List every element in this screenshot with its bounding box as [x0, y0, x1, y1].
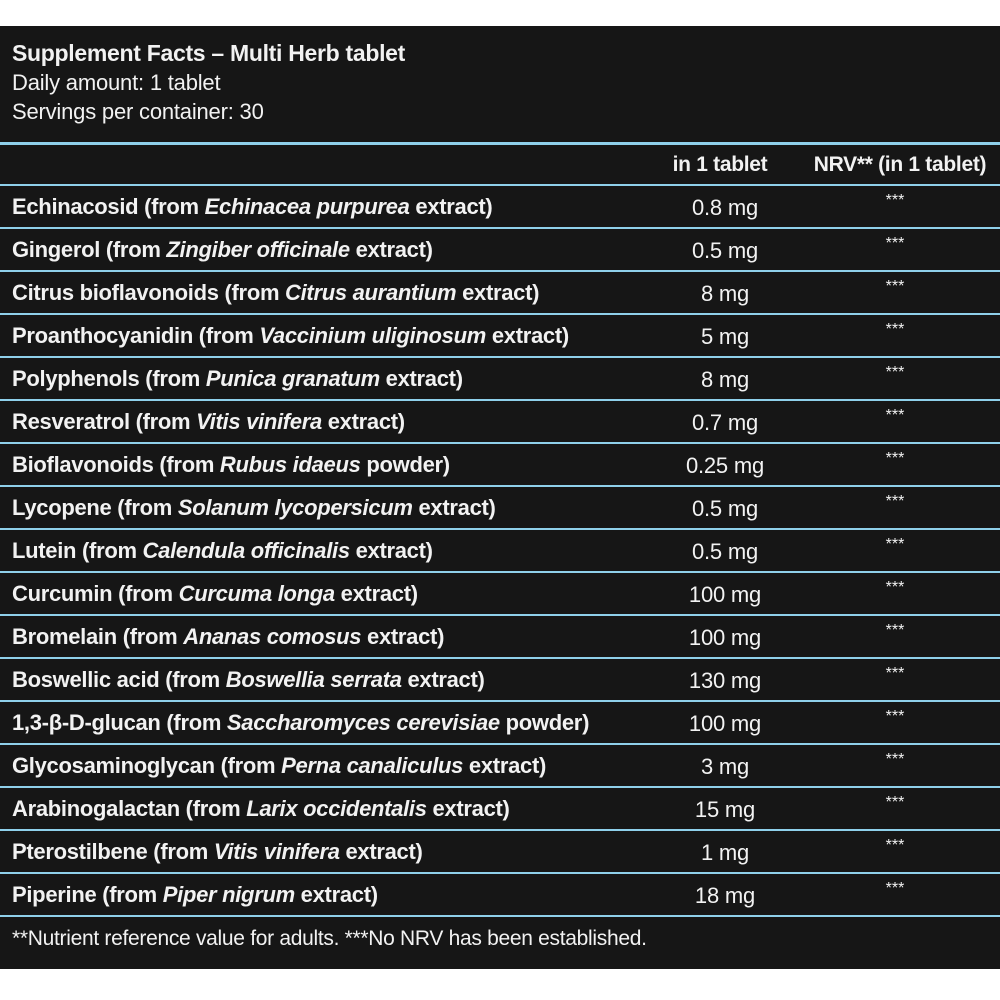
source-suffix: extract) [349, 237, 433, 262]
compound-name: Boswellic acid [12, 667, 160, 692]
source-suffix: powder) [360, 452, 450, 477]
table-row [0, 356, 1000, 399]
source-suffix: extract) [294, 882, 378, 907]
column-headers [0, 147, 1000, 183]
source-prefix: (from [96, 882, 163, 907]
source-prefix: (from [193, 323, 260, 348]
source-species: Larix occidentalis [246, 796, 427, 821]
source-suffix: extract) [339, 839, 423, 864]
source-suffix: extract) [486, 323, 569, 348]
footnote: **Nutrient reference value for adults. ***No NRV has been established. [12, 927, 647, 950]
ingredient-name [12, 366, 463, 392]
source-prefix: (from [179, 796, 247, 821]
source-species: Zingiber officinale [166, 237, 350, 262]
source-prefix: (from [159, 667, 226, 692]
nrv-cell: *** [885, 192, 905, 209]
compound-name: Curcumin [12, 581, 113, 606]
nrv-cell: *** [885, 751, 905, 768]
amount-cell: 1 mg [700, 840, 750, 865]
table-row [0, 399, 1000, 442]
source-species: Ananas comosus [183, 624, 362, 649]
servings-per-container: Servings per container: 30 [12, 99, 264, 124]
ingredient-name [12, 538, 433, 564]
nrv-cell: *** [885, 536, 905, 553]
compound-name: Piperine [12, 882, 97, 907]
source-species: Punica granatum [205, 366, 380, 391]
source-suffix: extract) [463, 753, 547, 778]
compound-name: Bioflavonoids [12, 452, 154, 477]
nrv-cell: *** [885, 278, 905, 295]
source-suffix: extract) [349, 538, 433, 563]
amount-cell: 15 mg [694, 797, 756, 822]
source-suffix: powder) [499, 710, 590, 735]
nrv-cell: *** [885, 837, 905, 854]
compound-name: Arabinogalactan [12, 796, 180, 821]
column-header-nrv: NRV** (in 1 tablet) [813, 153, 987, 176]
ingredient-name [12, 753, 546, 779]
compound-name: Glycosaminoglycan [12, 753, 215, 778]
source-suffix: extract) [361, 624, 445, 649]
source-prefix: (from [112, 581, 179, 606]
compound-name: 1,3-β-D-glucan [12, 710, 161, 735]
compound-name: Pterostilbene [12, 839, 148, 864]
nrv-cell: *** [885, 321, 905, 338]
compound-name: Polyphenols [12, 366, 140, 391]
amount-cell: 0.7 mg [691, 410, 759, 435]
nrv-cell: *** [885, 235, 905, 252]
ingredient-name [12, 581, 418, 607]
source-species: Piper nigrum [162, 882, 295, 907]
source-prefix: (from [100, 237, 167, 262]
panel-header [0, 26, 1000, 142]
source-suffix: extract) [334, 581, 418, 606]
nrv-cell: *** [885, 450, 905, 467]
source-suffix: extract) [456, 280, 540, 305]
source-suffix: extract) [401, 667, 485, 692]
source-prefix: (from [147, 839, 214, 864]
nrv-cell: *** [885, 364, 905, 381]
source-species: Perna canaliculus [281, 753, 464, 778]
nrv-cell: *** [885, 407, 905, 424]
source-suffix: extract) [379, 366, 463, 391]
ingredient-name [12, 495, 496, 521]
source-species: Vitis vinifera [196, 409, 322, 434]
amount-cell: 3 mg [700, 754, 750, 779]
amount-cell: 8 mg [700, 367, 750, 392]
amount-cell: 8 mg [700, 281, 750, 306]
source-species: Curcuma longa [178, 581, 335, 606]
ingredient-name [12, 409, 405, 435]
amount-cell: 130 mg [688, 668, 762, 693]
compound-name: Proanthocyanidin [12, 323, 193, 348]
table-row [0, 485, 1000, 528]
source-prefix: (from [116, 624, 184, 649]
ingredient-name [12, 323, 569, 349]
compound-name: Echinacosid [12, 194, 139, 219]
source-prefix: (from [111, 495, 178, 520]
table-row [0, 227, 1000, 270]
amount-cell: 0.8 mg [691, 195, 759, 220]
ingredient-name [12, 882, 378, 908]
compound-name: Gingerol [12, 237, 101, 262]
nrv-cell: *** [885, 493, 905, 510]
nrv-cell: *** [885, 665, 905, 682]
source-species: Calendula officinalis [142, 538, 350, 563]
source-prefix: (from [76, 538, 143, 563]
compound-name: Citrus bioflavonoids [12, 280, 219, 305]
source-prefix: (from [153, 452, 220, 477]
table-row [0, 313, 1000, 356]
amount-cell: 0.25 mg [685, 453, 765, 478]
amount-cell: 100 mg [688, 625, 762, 650]
table-row [0, 786, 1000, 829]
nrv-cell: *** [885, 708, 905, 725]
amount-cell: 5 mg [700, 324, 750, 349]
source-prefix: (from [218, 280, 286, 305]
source-species: Citrus aurantium [285, 280, 457, 305]
table-row [0, 829, 1000, 872]
compound-name: Resveratrol [12, 409, 130, 434]
ingredient-name [12, 194, 492, 220]
source-suffix: extract) [426, 796, 510, 821]
ingredient-name [12, 667, 485, 693]
ingredient-name [12, 624, 444, 650]
table-row [0, 270, 1000, 313]
nrv-cell: *** [885, 794, 905, 811]
source-prefix: (from [139, 366, 206, 391]
source-species: Vitis vinifera [213, 839, 340, 864]
header-divider [0, 142, 1000, 145]
source-species: Boswellia serrata [225, 667, 402, 692]
source-species: Solanum lycopersicum [177, 495, 413, 520]
source-species: Rubus idaeus [219, 452, 361, 477]
ingredient-name [12, 710, 589, 736]
ingredient-name [12, 796, 510, 822]
amount-cell: 100 mg [688, 711, 762, 736]
nrv-cell: *** [885, 579, 905, 596]
footer-divider [0, 915, 1000, 917]
ingredient-name [12, 237, 433, 263]
source-prefix: (from [160, 710, 227, 735]
ingredient-table [0, 184, 1000, 915]
table-row [0, 743, 1000, 786]
source-prefix: (from [214, 753, 282, 778]
table-row [0, 571, 1000, 614]
table-row [0, 442, 1000, 485]
source-species: Echinacea purpurea [204, 194, 410, 219]
supplement-facts-panel [0, 26, 1000, 969]
amount-cell: 100 mg [688, 582, 762, 607]
table-row [0, 700, 1000, 743]
source-prefix: (from [129, 409, 197, 434]
source-species: Vaccinium uliginosum [259, 323, 487, 348]
source-suffix: extract) [321, 409, 405, 434]
ingredient-name [12, 280, 539, 306]
table-row [0, 528, 1000, 571]
table-row [0, 614, 1000, 657]
source-suffix: extract) [412, 495, 496, 520]
table-row [0, 184, 1000, 227]
amount-cell: 0.5 mg [691, 496, 759, 521]
source-species: Saccharomyces cerevisiae [226, 710, 500, 735]
compound-name: Lutein [12, 538, 77, 563]
nrv-cell: *** [885, 622, 905, 639]
nrv-cell: *** [885, 880, 905, 897]
amount-cell: 0.5 mg [691, 238, 759, 263]
table-row [0, 872, 1000, 915]
column-header-amount: in 1 tablet [672, 153, 768, 176]
source-suffix: extract) [409, 194, 493, 219]
page-title: Supplement Facts – Multi Herb tablet [12, 40, 406, 66]
amount-cell: 18 mg [694, 883, 756, 908]
table-row [0, 657, 1000, 700]
daily-amount: Daily amount: 1 tablet [12, 70, 221, 95]
ingredient-name [12, 452, 450, 478]
source-prefix: (from [138, 194, 205, 219]
ingredient-name [12, 839, 423, 865]
compound-name: Bromelain [12, 624, 117, 649]
compound-name: Lycopene [12, 495, 112, 520]
amount-cell: 0.5 mg [691, 539, 759, 564]
